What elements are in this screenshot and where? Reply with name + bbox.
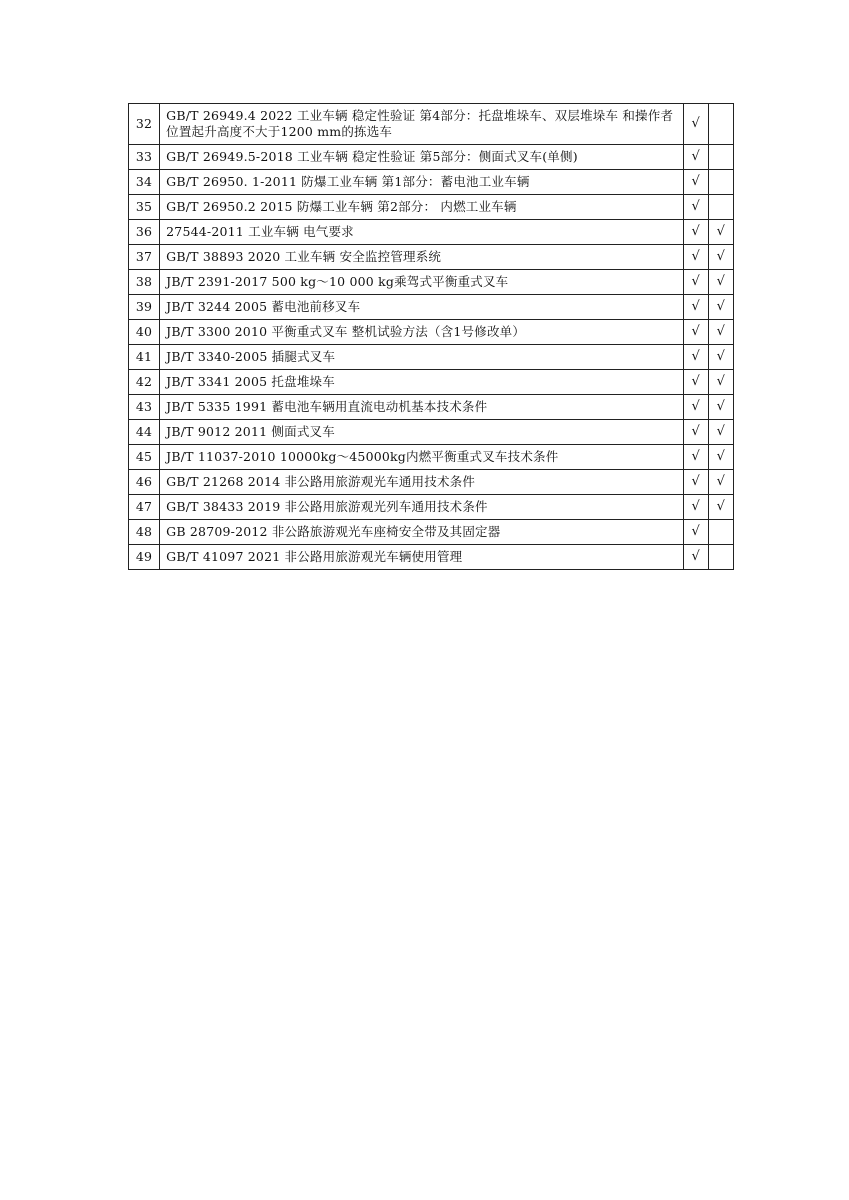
table-row (129, 395, 734, 420)
standard-name: JB/T 3341 2005 托盘堆垛车 (160, 370, 684, 395)
table-row (129, 170, 734, 195)
check-mark-a: √ (683, 345, 708, 370)
row-number: 38 (129, 270, 160, 295)
check-mark-a: √ (683, 370, 708, 395)
check-mark-a: √ (683, 395, 708, 420)
check-mark-a: √ (683, 445, 708, 470)
table-row (129, 245, 734, 270)
check-mark-a: √ (683, 520, 708, 545)
check-mark-a: √ (683, 220, 708, 245)
standard-name: JB/T 9012 2011 侧面式叉车 (160, 420, 684, 445)
check-mark-a: √ (683, 495, 708, 520)
standard-name: JB/T 3300 2010 平衡重式叉车 整机试验方法（含1号修改单） (160, 320, 684, 345)
row-number: 36 (129, 220, 160, 245)
check-mark-b: √ (708, 270, 733, 295)
row-number: 44 (129, 420, 160, 445)
standard-name: GB/T 26950. 1-2011 防爆工业车辆 第1部分：蓄电池工业车辆 (160, 170, 684, 195)
check-mark-b: √ (708, 245, 733, 270)
standard-name: 27544-2011 工业车辆 电气要求 (160, 220, 684, 245)
row-number: 49 (129, 545, 160, 570)
standards-table (128, 103, 734, 570)
standard-name: JB/T 5335 1991 蓄电池车辆用直流电动机基本技术条件 (160, 395, 684, 420)
table-row (129, 320, 734, 345)
table-row (129, 345, 734, 370)
row-number: 47 (129, 495, 160, 520)
check-mark-b: √ (708, 295, 733, 320)
check-mark-b: √ (708, 320, 733, 345)
check-mark-a: √ (683, 270, 708, 295)
row-number: 41 (129, 345, 160, 370)
table-row (129, 520, 734, 545)
check-mark-a: √ (683, 145, 708, 170)
standard-name: GB/T 26949.5-2018 工业车辆 稳定性验证 第5部分：侧面式叉车(单侧) (160, 145, 684, 170)
table-row (129, 470, 734, 495)
row-number: 37 (129, 245, 160, 270)
check-mark-b: √ (708, 470, 733, 495)
check-mark-b (708, 145, 733, 170)
standard-name: JB/T 11037-2010 10000kg～45000kg内燃平衡重式叉车技术条件 (160, 445, 684, 470)
standard-name: GB/T 26950.2 2015 防爆工业车辆 第2部分： 内燃工业车辆 (160, 195, 684, 220)
row-number: 43 (129, 395, 160, 420)
check-mark-a: √ (683, 545, 708, 570)
check-mark-a: √ (683, 195, 708, 220)
check-mark-b: √ (708, 445, 733, 470)
row-number: 32 (129, 104, 160, 145)
check-mark-b (708, 104, 733, 145)
check-mark-b: √ (708, 395, 733, 420)
row-number: 45 (129, 445, 160, 470)
check-mark-a: √ (683, 245, 708, 270)
standard-name: GB/T 21268 2014 非公路用旅游观光车通用技术条件 (160, 470, 684, 495)
check-mark-a: √ (683, 170, 708, 195)
check-mark-a: √ (683, 420, 708, 445)
standard-name: GB 28709-2012 非公路旅游观光车座椅安全带及其固定器 (160, 520, 684, 545)
table-row (129, 270, 734, 295)
row-number: 46 (129, 470, 160, 495)
table-row (129, 545, 734, 570)
check-mark-b (708, 545, 733, 570)
row-number: 48 (129, 520, 160, 545)
standard-name: GB/T 26949.4 2022 工业车辆 稳定性验证 第4部分：托盘堆垛车、双层堆垛车 和操作者位置起升高度不大于1200 mm的拣选车 (160, 104, 684, 145)
standard-name: GB/T 41097 2021 非公路用旅游观光车辆使用管理 (160, 545, 684, 570)
check-mark-a: √ (683, 295, 708, 320)
standard-name: GB/T 38893 2020 工业车辆 安全监控管理系统 (160, 245, 684, 270)
row-number: 42 (129, 370, 160, 395)
table-row (129, 495, 734, 520)
row-number: 34 (129, 170, 160, 195)
table-row (129, 220, 734, 245)
check-mark-b: √ (708, 345, 733, 370)
row-number: 35 (129, 195, 160, 220)
standard-name: JB/T 2391-2017 500 kg～10 000 kg乘驾式平衡重式叉车 (160, 270, 684, 295)
check-mark-b: √ (708, 495, 733, 520)
check-mark-b (708, 520, 733, 545)
table-row (129, 295, 734, 320)
table-row (129, 370, 734, 395)
table-row (129, 420, 734, 445)
row-number: 40 (129, 320, 160, 345)
check-mark-a: √ (683, 470, 708, 495)
row-number: 33 (129, 145, 160, 170)
row-number: 39 (129, 295, 160, 320)
standard-name: JB/T 3340-2005 插腿式叉车 (160, 345, 684, 370)
table-row (129, 145, 734, 170)
table-row (129, 104, 734, 145)
standards-table-body (129, 104, 734, 570)
check-mark-b: √ (708, 420, 733, 445)
check-mark-b (708, 195, 733, 220)
check-mark-a: √ (683, 320, 708, 345)
standard-name: JB/T 3244 2005 蓄电池前移叉车 (160, 295, 684, 320)
check-mark-b: √ (708, 370, 733, 395)
table-row (129, 195, 734, 220)
check-mark-b (708, 170, 733, 195)
check-mark-a: √ (683, 104, 708, 145)
standard-name: GB/T 38433 2019 非公路用旅游观光列车通用技术条件 (160, 495, 684, 520)
check-mark-b: √ (708, 220, 733, 245)
table-row (129, 445, 734, 470)
